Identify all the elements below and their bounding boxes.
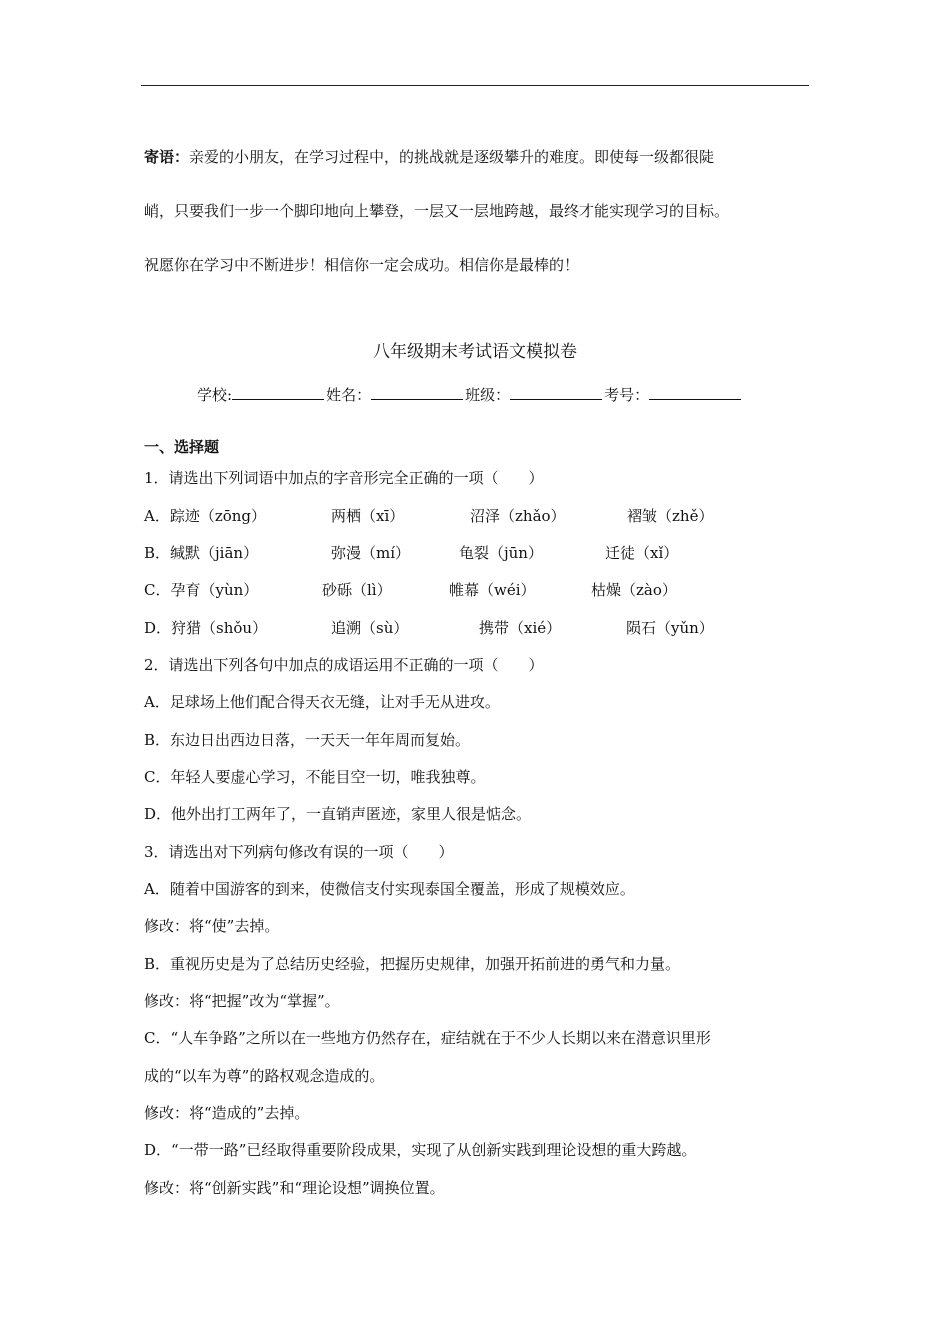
q2-option-b: B．东边日出西边日落，一天天一年年周而复始。 bbox=[144, 731, 471, 749]
intro-line-1: 寄语：亲爱的小朋友，在学习过程中，的挑战就是逐级攀升的难度。即使每一级都很陡 bbox=[144, 148, 715, 166]
q1-stem: 1．请选出下列词语中加点的字音形完全正确的一项（ ） bbox=[144, 469, 544, 487]
q3-option-a-fix: 修改：将“使”去掉。 bbox=[144, 917, 280, 935]
q1-option-b-4: 迁徒（xǐ） bbox=[605, 544, 679, 562]
q3-stem: 3．请选出对下列病句修改有误的一项（ ） bbox=[144, 843, 454, 861]
q2-option-a: A．足球场上他们配合得天衣无缝，让对手无从进攻。 bbox=[144, 693, 500, 711]
q3-option-c-line-1: C．“人车争路”之所以在一些地方仍然存在，症结就在于不少人长期以来在潜意识里形 bbox=[144, 1029, 711, 1047]
q1-option-a-1: A．踪迹（zōng） bbox=[144, 507, 267, 525]
q1-option-d-4: 陨石（yǔn） bbox=[626, 619, 714, 637]
name-blank[interactable] bbox=[371, 385, 463, 400]
q1-option-a-4: 褶皱（zhě） bbox=[627, 507, 714, 525]
intro-message bbox=[144, 130, 814, 292]
intro-line-3: 祝愿你在学习中不断进步！相信你一定会成功。相信你是最棒的！ bbox=[144, 256, 580, 274]
q1-option-d-2: 追溯（sù） bbox=[331, 619, 409, 637]
class-label: 班级： bbox=[465, 386, 511, 404]
q1-option-a-3: 沼泽（zhǎo） bbox=[470, 507, 566, 525]
q3-option-a: A．随着中国游客的到来，使微信支付实现泰国全覆盖，形成了规模效应。 bbox=[144, 880, 635, 898]
q1-option-b-3: 龟裂（jūn） bbox=[459, 544, 543, 562]
q2-stem: 2．请选出下列各句中加点的成语运用不正确的一项（ ） bbox=[144, 656, 544, 674]
q3-option-b: B．重视历史是为了总结历史经验，把握历史规律，加强开拓前进的勇气和力量。 bbox=[144, 955, 681, 973]
number-label: 考号： bbox=[604, 386, 650, 404]
name-label: 姓名： bbox=[326, 386, 372, 404]
q2-option-d: D．他外出打工两年了，一直销声匿迹，家里人很是惦念。 bbox=[144, 805, 532, 823]
student-info-row bbox=[197, 384, 743, 405]
q3-option-d-fix: 修改：将“创新实践”和“理论设想”调换位置。 bbox=[144, 1179, 445, 1197]
q3-option-c-fix: 修改：将“造成的”去掉。 bbox=[144, 1104, 310, 1122]
q1-option-b-1: B．缄默（jiān） bbox=[144, 544, 259, 562]
q1-option-b-2: 弥漫（mí） bbox=[331, 544, 411, 562]
q3-option-b-fix: 修改：将“把握”改为“掌握”。 bbox=[144, 992, 340, 1010]
q1-option-c-3: 帷幕（wéi） bbox=[449, 581, 536, 599]
q1-option-d-1: D．狩猎（shǒu） bbox=[144, 619, 268, 637]
q2-option-c: C．年轻人要虚心学习，不能目空一切，唯我独尊。 bbox=[144, 768, 486, 786]
q1-option-c-2: 砂砾（lì） bbox=[322, 581, 392, 599]
section-heading: 一、选择题 bbox=[144, 438, 220, 456]
q1-option-c-1: C．孕育（yùn） bbox=[144, 581, 259, 599]
school-label: 学校: bbox=[197, 386, 233, 404]
number-blank[interactable] bbox=[649, 385, 741, 400]
intro-label: 寄语： bbox=[144, 148, 190, 166]
q3-option-d: D．“一带一路”已经取得重要阶段成果，实现了从创新实践到理论设想的重大跨越。 bbox=[144, 1141, 697, 1159]
header-rule bbox=[141, 85, 809, 86]
class-blank[interactable] bbox=[510, 385, 602, 400]
school-blank[interactable] bbox=[232, 385, 324, 400]
q1-option-a-2: 两栖（xī） bbox=[331, 507, 405, 525]
q1-option-d-3: 携带（xié） bbox=[479, 619, 562, 637]
q1-option-c-4: 枯燥（zào） bbox=[591, 581, 677, 599]
intro-line-2: 峭，只要我们一步一个脚印地向上攀登，一层又一层地跨越，最终才能实现学习的目标。 bbox=[144, 202, 730, 220]
exam-title: 八年级期末考试语文模拟卷 bbox=[373, 342, 577, 362]
q3-option-c-line-2: 成的“以车为尊”的路权观念造成的。 bbox=[144, 1067, 385, 1085]
